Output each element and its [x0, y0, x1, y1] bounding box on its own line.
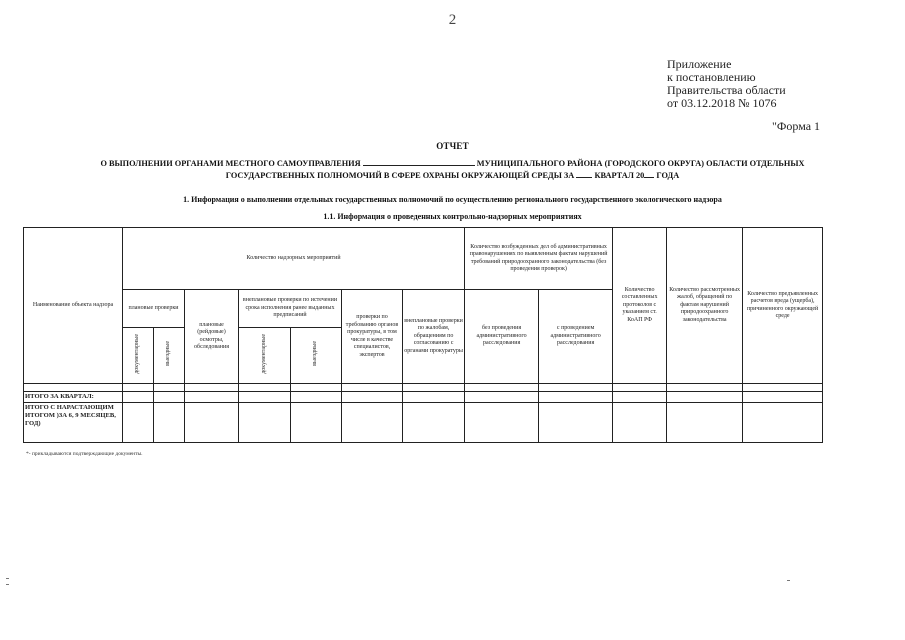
scan-mark [787, 580, 790, 581]
report-subtitle-part-4: КВАРТАЛ 20 [594, 171, 645, 180]
row-cumulative-label: ИТОГО С НАРАСТАЮЩИМ ИТОГОМ )ЗА 6, 9 МЕСЯЦЕВ, ГОД) [24, 403, 123, 443]
report-subtitle-part-1: О ВЫПОЛНЕНИИ ОРГАНАМИ МЕСТНОГО САМОУПРАВЛЕНИЯ [100, 159, 361, 168]
header-damage: Количество предъявленных расчетов вреда (ущерба), причиненного окружающей среде [743, 228, 823, 384]
appendix-line-3: Правительства области [667, 83, 786, 97]
header-events: Количество надзорных мероприятий [123, 228, 465, 290]
form-label: "Форма 1 [772, 119, 821, 133]
header-unplanned-expiry: внеплановые проверки по истечении срока исполнения ранее выданных предписаний [239, 290, 342, 328]
appendix-line-1: Приложение [667, 57, 732, 71]
report-subtitle-part-3: ГОСУДАРСТВЕННЫХ ПОЛНОМОЧИЙ В СФЕРЕ ОХРАНЫ ОКРУЖАЮЩЕЙ СРЕДЫ ЗА [225, 171, 575, 180]
year-blank [644, 169, 654, 178]
page-number: 2 [448, 12, 457, 28]
table-row-quarter [24, 392, 823, 403]
quarter-blank [576, 169, 592, 178]
table-row-cumulative [24, 403, 823, 443]
header-complaints: Количество рассмотренных жалоб, обращений по фактам нарушений природоохранного законодательства [667, 228, 743, 384]
appendix-line-4: от 03.12.2018 № 1076 [667, 96, 777, 110]
header-with-investigation: с проведением административного расследования [539, 290, 613, 384]
header-prosecutor: проверки по требованию органов прокуратуры, в том числе в качестве специалистов, экспертов [342, 290, 403, 384]
table-row-empty [24, 384, 823, 392]
section-1-heading: 1. Информация о выполнении отдельных государственных полномочий по осуществлению регионального государственного экологического надзора [183, 195, 722, 204]
report-subtitle [40, 157, 865, 181]
footnote: *- прикладываются подтверждающие документы. [26, 451, 143, 457]
header-unplanned-field: выездные [291, 328, 342, 384]
header-raids: плановые (рейдовые) осмотры, обследования [185, 290, 239, 384]
scan-mark [6, 584, 9, 585]
inspection-table [23, 227, 823, 443]
header-planned-doc: документарные [123, 328, 154, 384]
row-quarter-label: ИТОГО ЗА КВАРТАЛ: [24, 392, 123, 403]
header-planned-field: выездные [154, 328, 185, 384]
municipality-blank [363, 157, 475, 166]
header-planned: плановые проверки [123, 290, 185, 328]
appendix-block [667, 58, 786, 110]
header-object: Наименование объекта надзора [24, 228, 123, 384]
header-cases: Количество возбужденных дел об административных правонарушениях по выявленным фактам нарушений требований природоохранного законодательства (без проведения проверок) [465, 228, 613, 290]
section-1-1-heading: 1.1. Информация о проведенных контрольно-надзорных мероприятиях [323, 212, 582, 221]
header-complaints-checks: внеплановые проверки по жалобам, обращениям по согласованию с органами прокуратуры [403, 290, 465, 384]
report-subtitle-part-2: МУНИЦИПАЛЬНОГО РАЙОНА (ГОРОДСКОГО ОКРУГА) ОБЛАСТИ ОТДЕЛЬНЫХ [476, 159, 805, 168]
report-subtitle-part-5: ГОДА [656, 171, 680, 180]
appendix-line-2: к постановлению [667, 70, 756, 84]
report-title: ОТЧЕТ [436, 141, 469, 151]
header-no-investigation: без проведения административного расследования [465, 290, 539, 384]
header-unplanned-doc: документарные [239, 328, 291, 384]
scan-mark [6, 578, 9, 579]
header-protocols: Количество составленных протоколов с указанием ст. КоАП РФ [613, 228, 667, 384]
